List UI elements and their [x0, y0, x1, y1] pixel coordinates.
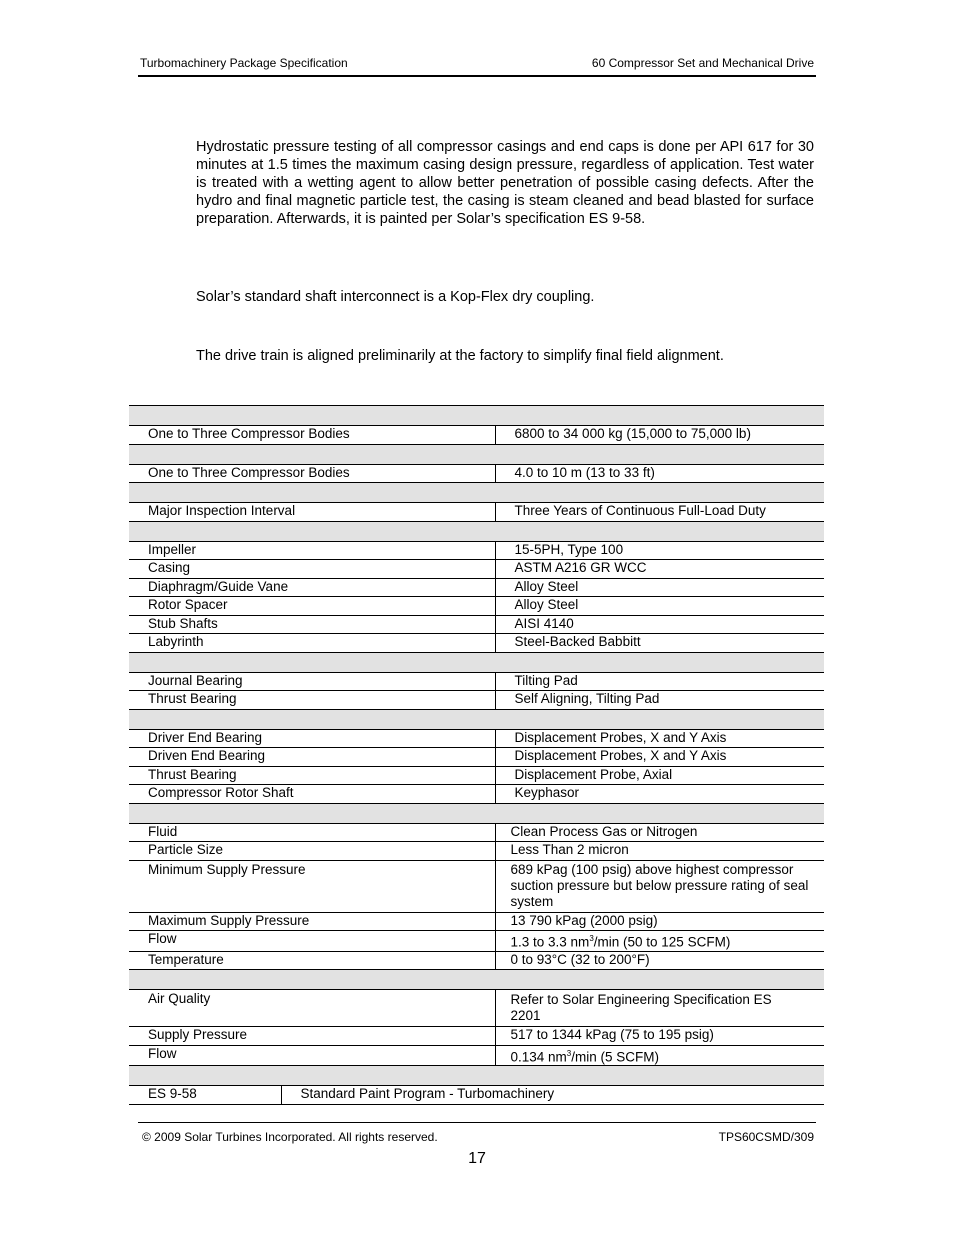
- value-text: /min (5 SCFM): [571, 1049, 659, 1064]
- row-value: Tilting Pad: [495, 672, 824, 691]
- row-value: 13 790 kPag (2000 psig): [495, 912, 824, 931]
- table-row: [129, 951, 824, 970]
- table-row: [129, 1027, 824, 1046]
- table-row: [129, 691, 824, 710]
- row-value: 4.0 to 10 m (13 to 33 ft): [495, 464, 824, 483]
- row-value: Three Years of Continuous Full-Load Duty: [495, 503, 824, 522]
- row-label: Thrust Bearing: [129, 691, 495, 710]
- table-row: [129, 748, 824, 767]
- row-value: Displacement Probes, X and Y Axis: [495, 748, 824, 767]
- value-text: 1.3 to 3.3 nm: [510, 934, 590, 950]
- section-header-row: [129, 521, 824, 541]
- table-row: [129, 766, 824, 785]
- row-value: Self Aligning, Tilting Pad: [495, 691, 824, 710]
- table-row: [129, 464, 824, 483]
- row-value: Standard Paint Program - Turbomachinery: [281, 1086, 824, 1105]
- table-row: [129, 931, 824, 952]
- specification-table: [129, 405, 824, 1105]
- row-label: ES 9-58: [129, 1086, 281, 1105]
- paragraph-alignment: The drive train is aligned preliminarily at the factory to simplify final field alignment.: [196, 348, 724, 364]
- row-label: Thrust Bearing: [129, 766, 495, 785]
- table-row: [129, 541, 824, 560]
- row-value: 517 to 1344 kPag (75 to 195 psig): [495, 1027, 824, 1046]
- row-label: Flow: [129, 931, 495, 952]
- page-header: [138, 53, 816, 77]
- row-label: Major Inspection Interval: [129, 503, 495, 522]
- paragraph-hydrostatic-testing: Hydrostatic pressure testing of all compressor casings and end caps is done per API 617 for 30 minutes at 1.5 times the maximum casing design pressure, regardless of application. Test water is treated with a wetting agent to allow better penetration of possible casing defects. After the hydro and final magnetic particle test, the casing is steam cleaned and bead blasted for surface preparation. Afterwards, it is painted per Solar’s specification ES 9-58.: [196, 139, 814, 227]
- row-value: Alloy Steel: [495, 578, 824, 597]
- page-footer: [138, 1122, 816, 1147]
- table-row: [129, 503, 824, 522]
- row-label: Minimum Supply Pressure: [129, 860, 495, 912]
- row-label: Compressor Rotor Shaft: [129, 785, 495, 804]
- table-row: [129, 990, 824, 1027]
- superscript: 3: [589, 934, 594, 943]
- row-value: 15-5PH, Type 100: [495, 541, 824, 560]
- value-text: /min (50 to 125 SCFM): [593, 934, 731, 950]
- row-value: [495, 1045, 824, 1066]
- table-row: [129, 634, 824, 653]
- table-row: [129, 860, 824, 912]
- row-label: Stub Shafts: [129, 615, 495, 634]
- row-value: [495, 931, 824, 952]
- table-row: [129, 823, 824, 842]
- paragraph-shaft-coupling: Solar’s standard shaft interconnect is a Kop-Flex dry coupling.: [196, 289, 595, 305]
- row-value: AISI 4140: [495, 615, 824, 634]
- row-value: Alloy Steel: [495, 597, 824, 616]
- table-row: [129, 1045, 824, 1066]
- row-value: Clean Process Gas or Nitrogen: [495, 823, 824, 842]
- section-header-row: [129, 1066, 824, 1086]
- table-row: [129, 578, 824, 597]
- table-row: [129, 560, 824, 579]
- header-left-title: Turbomachinery Package Specification: [140, 56, 348, 70]
- value-text: 0.134 nm: [510, 1049, 567, 1064]
- row-label: Air Quality: [129, 990, 495, 1027]
- table-row: [129, 1086, 824, 1105]
- copyright-text: © 2009 Solar Turbines Incorporated. All rights reserved.: [142, 1130, 438, 1144]
- section-header-row: [129, 970, 824, 990]
- row-label: Fluid: [129, 823, 495, 842]
- row-value: Displacement Probes, X and Y Axis: [495, 729, 824, 748]
- table-row: [129, 672, 824, 691]
- row-label: One to Three Compressor Bodies: [129, 426, 495, 445]
- page-number: 17: [468, 1150, 486, 1167]
- section-header-row: [129, 444, 824, 464]
- table-row: [129, 785, 824, 804]
- row-value: Displacement Probe, Axial: [495, 766, 824, 785]
- row-label: Temperature: [129, 951, 495, 970]
- row-value: Keyphasor: [495, 785, 824, 804]
- row-value: 689 kPag (100 psig) above highest compressor suction pressure but below pressure rating of seal system: [495, 860, 824, 912]
- row-value: Less Than 2 micron: [495, 842, 824, 861]
- row-label: Rotor Spacer: [129, 597, 495, 616]
- row-label: Supply Pressure: [129, 1027, 495, 1046]
- row-label: Impeller: [129, 541, 495, 560]
- row-value: 0 to 93°C (32 to 200°F): [495, 951, 824, 970]
- row-label: Driver End Bearing: [129, 729, 495, 748]
- section-header-row: [129, 406, 824, 426]
- table-row: [129, 597, 824, 616]
- row-label: Particle Size: [129, 842, 495, 861]
- table-row: [129, 615, 824, 634]
- row-label: Maximum Supply Pressure: [129, 912, 495, 931]
- table-row: [129, 842, 824, 861]
- row-value: Refer to Solar Engineering Specification ES 2201: [495, 990, 824, 1027]
- row-label: Journal Bearing: [129, 672, 495, 691]
- section-header-row: [129, 709, 824, 729]
- row-label: Flow: [129, 1045, 495, 1066]
- table-row: [129, 729, 824, 748]
- section-header-row: [129, 652, 824, 672]
- row-value: ASTM A216 GR WCC: [495, 560, 824, 579]
- row-label: Driven End Bearing: [129, 748, 495, 767]
- row-label: Diaphragm/Guide Vane: [129, 578, 495, 597]
- row-value: Steel-Backed Babbitt: [495, 634, 824, 653]
- table-row: [129, 912, 824, 931]
- header-right-title: 60 Compressor Set and Mechanical Drive: [591, 56, 814, 70]
- table-row: [129, 426, 824, 445]
- row-label: One to Three Compressor Bodies: [129, 464, 495, 483]
- row-label: Casing: [129, 560, 495, 579]
- row-value: 6800 to 34 000 kg (15,000 to 75,000 lb): [495, 426, 824, 445]
- section-header-row: [129, 483, 824, 503]
- document-code: TPS60CSMD/309: [718, 1130, 814, 1144]
- superscript: 3: [566, 1048, 572, 1058]
- row-label: Labyrinth: [129, 634, 495, 653]
- section-header-row: [129, 803, 824, 823]
